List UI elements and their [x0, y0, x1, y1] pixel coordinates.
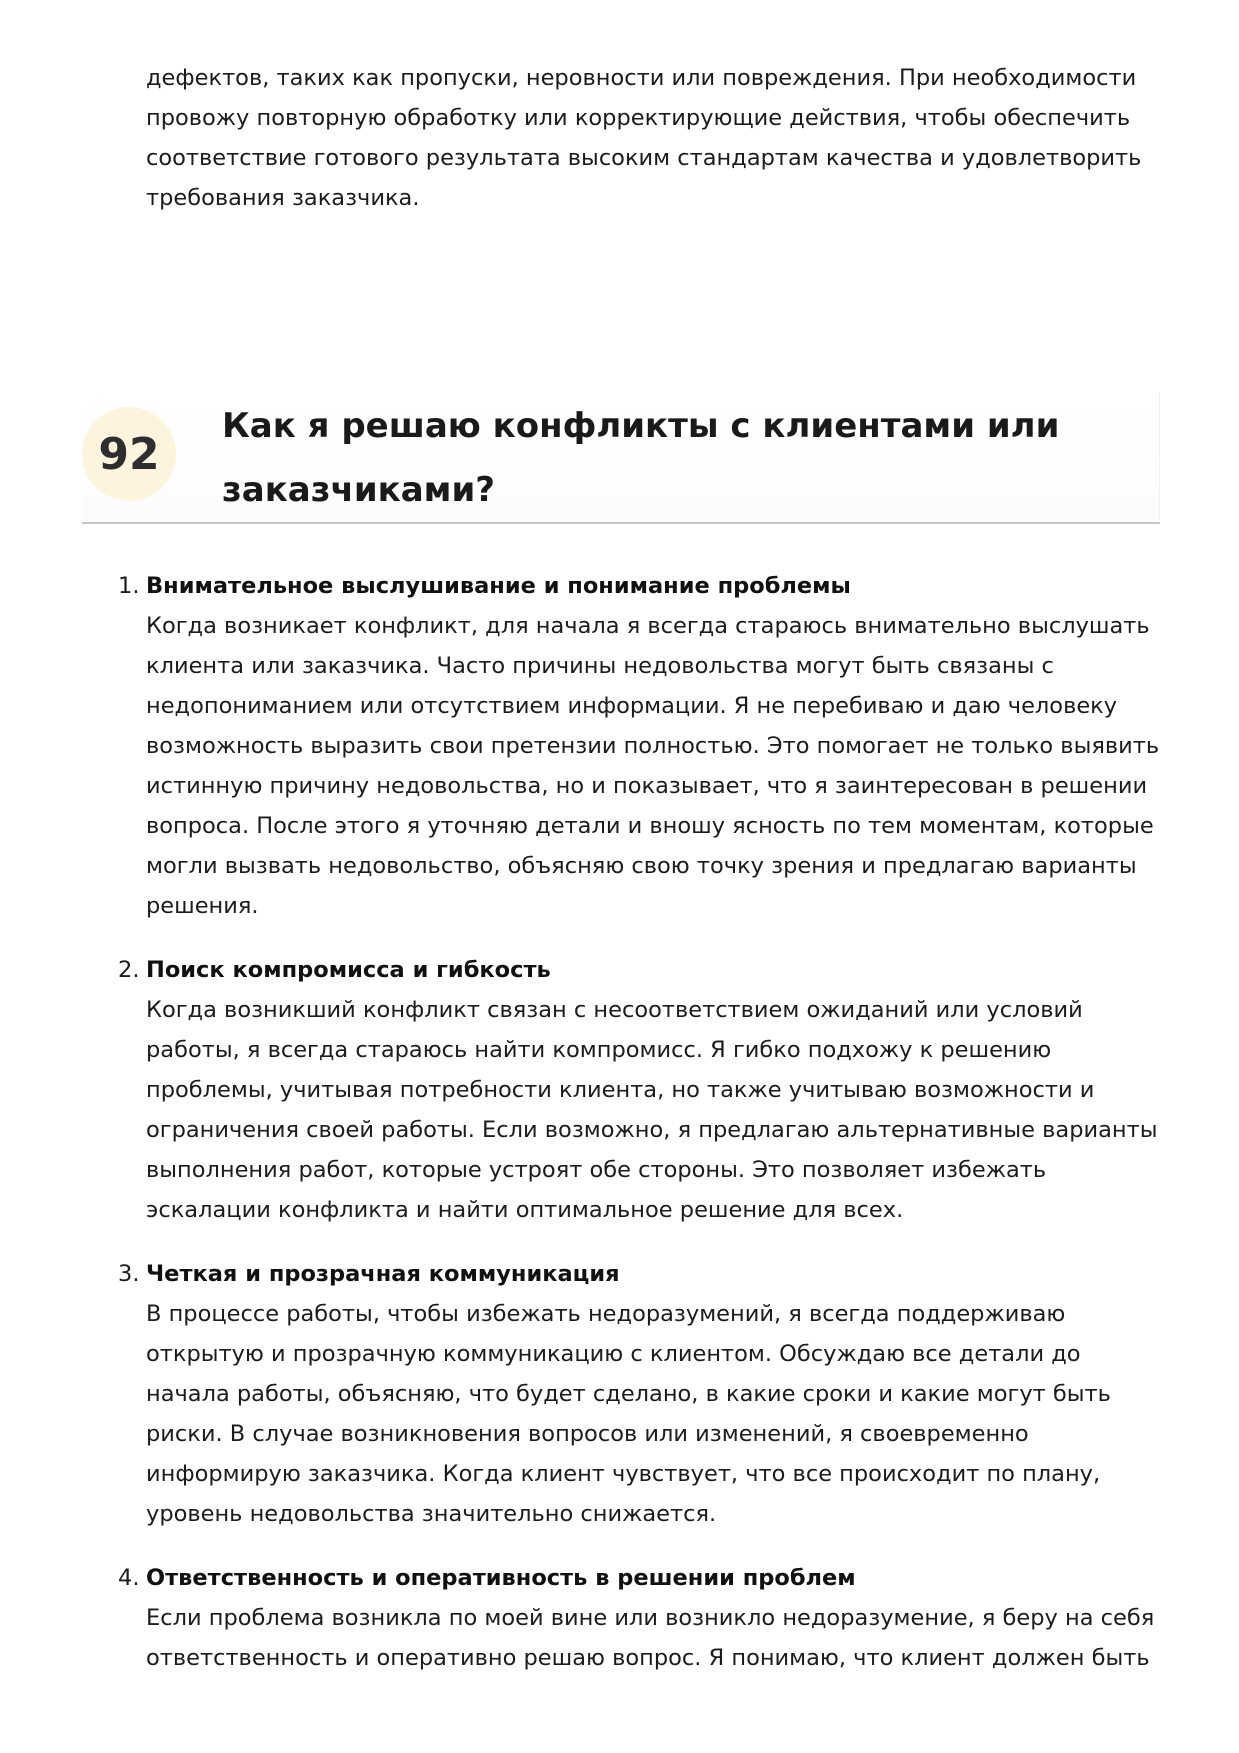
- answer-list: [118, 566, 1166, 1702]
- list-item-text: Когда возникает конфликт, для начала я всегда стараюсь внимательно выслушать клиента или заказчика. Часто причины недовольства могут быть связаны с недопониманием или отсутствием информации. Я не перебиваю и даю человеку возможность выразить свои претензии полностью. Это помогает не только выявить истинную причину недовольства, но и показывает, что я заинтересован в решении вопроса. После этого я уточняю детали и вношу ясность по тем моментам, которые могли вызвать недовольство, объясняю свою точку зрения и предлагаю варианты решения.: [146, 613, 1160, 919]
- list-item-text: Когда возникший конфликт связан с несоответствием ожиданий или условий работы, я всегда стараюсь найти компромисс. Я гибко подхожу к решению проблемы, учитывая потребности клиента, но также учитываю возможности и ограничения своей работы. Если возможно, я предлагаю альтернативные варианты выполнения работ, которые устроят обе стороны. Это позволяет избежать эскалации конфликта и найти оптимальное решение для всех.: [146, 997, 1158, 1223]
- list-item: [118, 1254, 1166, 1534]
- list-item-number: 3.: [118, 1261, 140, 1287]
- list-item-heading: Внимательное выслушивание и понимание проблемы: [146, 573, 851, 599]
- list-item: [118, 950, 1166, 1230]
- list-item-number: 4.: [118, 1565, 140, 1591]
- list-item-heading: Ответственность и оперативность в решении проблем: [146, 1565, 856, 1591]
- intro-paragraph: дефектов, таких как пропуски, неровности или повреждения. При необходимости провожу повторную обработку или корректирующие действия, чтобы обеспечить соответствие готового результата высоким стандартам качества и удовлетворить требования заказчика.: [146, 65, 1142, 211]
- list-item-text: В процессе работы, чтобы избежать недоразумений, я всегда поддерживаю открытую и прозрачную коммуникацию с клиентом. Обсуждаю все детали до начала работы, объясняю, что будет сделано, в какие сроки и какие могут быть риски. В случае возникновения вопросов или изменений, я своевременно информирую заказчика. Когда клиент чувствует, что все происходит по плану, уровень недовольства значительно снижается.: [146, 1301, 1111, 1527]
- list-item: [118, 566, 1166, 926]
- list-item-text: Если проблема возникла по моей вине или возникло недоразумение, я беру на себя ответственность и оперативно решаю вопрос. Я понимаю, что клиент должен быть: [146, 1605, 1155, 1671]
- list-item-number: 2.: [118, 957, 140, 983]
- list-item-heading: Поиск компромисса и гибкость: [146, 957, 551, 983]
- section-title: Как я решаю конфликты с клиентами или заказчиками?: [222, 406, 1060, 510]
- section-number-badge: 92: [82, 407, 176, 501]
- list-item-number: 1.: [118, 573, 140, 599]
- section-header: [82, 392, 1160, 524]
- list-item-heading: Четкая и прозрачная коммуникация: [146, 1261, 620, 1287]
- list-item: [118, 1558, 1166, 1678]
